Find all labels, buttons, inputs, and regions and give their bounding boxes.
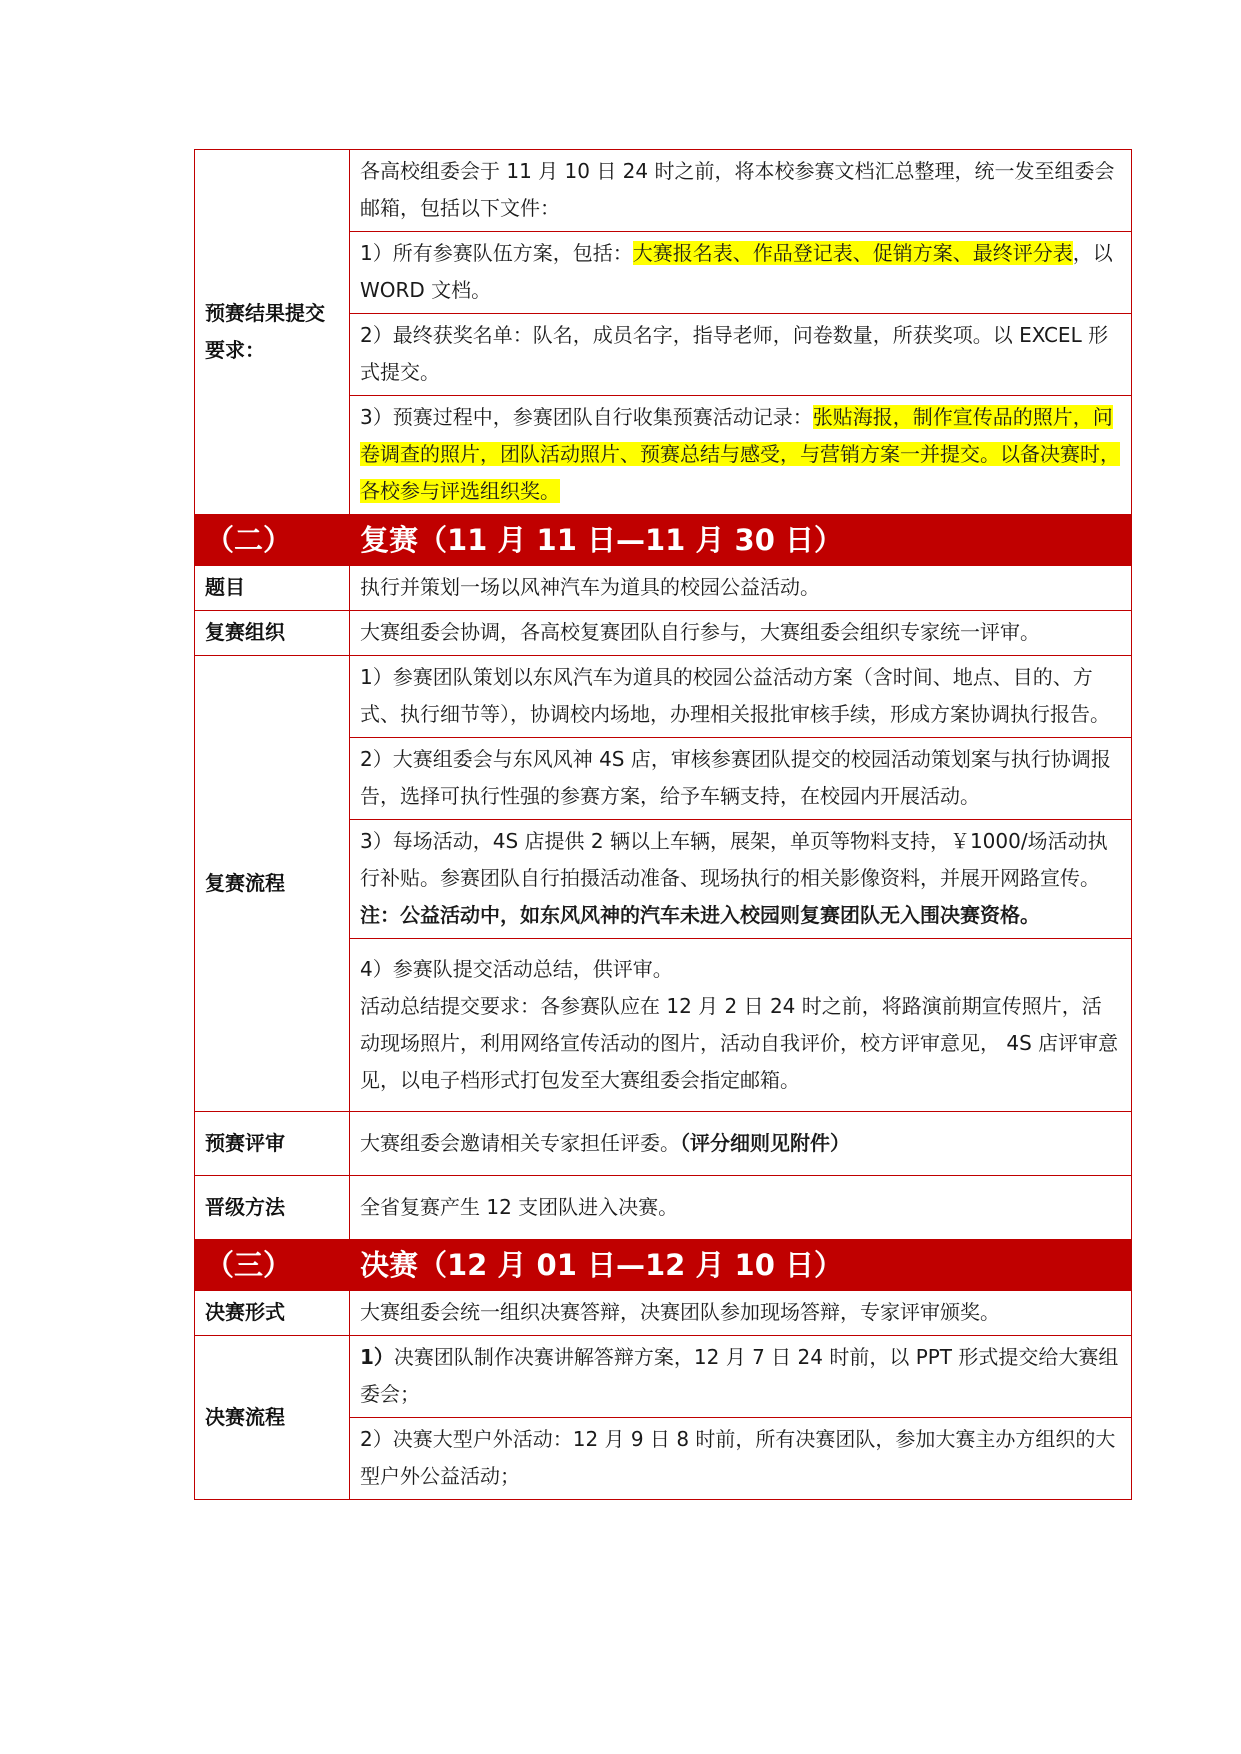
preliminary-label: 预赛结果提交要求： bbox=[195, 150, 350, 515]
section-header-final bbox=[195, 1240, 1132, 1291]
final-flow-2: 2）决赛大型户外活动：12 月 9 日 8 时前，所有决赛团队，参加大赛主办方组织的大型户外公益活动； bbox=[350, 1418, 1132, 1500]
flow-text: 决赛团队制作决赛讲解答辩方案，12 月 7 日 24 时前，以 PPT 形式提交给大赛组委会； bbox=[360, 1345, 1119, 1406]
final-flow-label: 决赛流程 bbox=[195, 1336, 350, 1500]
review-label: 预赛评审 bbox=[195, 1112, 350, 1176]
competition-table bbox=[194, 149, 1132, 1500]
table-row bbox=[195, 1112, 1132, 1176]
section-title: 复赛（11 月 11 日—11 月 30 日） bbox=[350, 515, 1132, 566]
promotion-value: 全省复赛产生 12 支团队进入决赛。 bbox=[350, 1176, 1132, 1240]
final-form-value: 大赛组委会统一组织决赛答辩，决赛团队参加现场答辩，专家评审颁奖。 bbox=[350, 1291, 1132, 1336]
highlighted-text: 张贴海报，制作宣传品的照片，问卷调查的照片，团队活动照片、预赛总结与感受，与营销方案一并提交。以备决赛时，各校参与评选组织奖。 bbox=[360, 405, 1120, 503]
item-text: 3）预赛过程中，参赛团队自行收集预赛活动记录： bbox=[360, 405, 813, 429]
table-row bbox=[195, 1291, 1132, 1336]
flow-text: 3）每场活动，4S 店提供 2 辆以上车辆，展架，单页等物料支持，￥1000/场活动执行补贴。参赛团队自行拍摄活动准备、现场执行的相关影像资料，并展开网路宣传。 bbox=[360, 829, 1108, 890]
table-row bbox=[195, 150, 1132, 232]
final-form-label: 决赛形式 bbox=[195, 1291, 350, 1336]
flow-detail: 活动总结提交要求：各参赛队应在 12 月 2 日 24 时之前，将路演前期宣传照片，活动现场照片，利用网络宣传活动的图片，活动自我评价，校方评审意见， 4S 店评审意见，以电子档形式打包发至大赛组委会指定邮箱。 bbox=[360, 994, 1119, 1092]
promotion-label: 晋级方法 bbox=[195, 1176, 350, 1240]
section-number: （三） bbox=[195, 1240, 350, 1291]
table-row bbox=[195, 1336, 1132, 1418]
table-row bbox=[195, 1176, 1132, 1240]
preliminary-item-2: 2）最终获奖名单：队名，成员名字，指导老师，问卷数量，所获奖项。以 EXCEL 形式提交。 bbox=[350, 314, 1132, 396]
table-row bbox=[195, 611, 1132, 656]
semifinal-flow-label: 复赛流程 bbox=[195, 656, 350, 1112]
topic-value: 执行并策划一场以风神汽车为道具的校园公益活动。 bbox=[350, 566, 1132, 611]
flow-text: 4）参赛队提交活动总结，供评审。 bbox=[360, 957, 673, 981]
item-text: ，以 WORD 文档。 bbox=[360, 241, 1113, 302]
preliminary-intro: 各高校组委会于 11 月 10 日 24 时之前，将本校参赛文档汇总整理，统一发至组委会邮箱，包括以下文件： bbox=[350, 150, 1132, 232]
review-value bbox=[350, 1112, 1132, 1176]
flow-number: 1） bbox=[360, 1345, 394, 1369]
preliminary-item-3 bbox=[350, 396, 1132, 515]
review-note: （评分细则见附件） bbox=[680, 1130, 850, 1155]
section-title: 决赛（12 月 01 日—12 月 10 日） bbox=[350, 1240, 1132, 1291]
item-text: 1）所有参赛队伍方案，包括： bbox=[360, 241, 633, 265]
organization-label: 复赛组织 bbox=[195, 611, 350, 656]
semifinal-flow-2: 2）大赛组委会与东风风神 4S 店，审核参赛团队提交的校园活动策划案与执行协调报告，选择可执行性强的参赛方案，给予车辆支持，在校园内开展活动。 bbox=[350, 738, 1132, 820]
semifinal-flow-3 bbox=[350, 820, 1132, 939]
preliminary-item-1 bbox=[350, 232, 1132, 314]
flow-note: 注：公益活动中，如东风风神的汽车未进入校园则复赛团队无入围决赛资格。 bbox=[360, 903, 1040, 927]
table-row bbox=[195, 656, 1132, 738]
section-header-semifinal bbox=[195, 515, 1132, 566]
review-text: 大赛组委会邀请相关专家担任评委。 bbox=[360, 1130, 680, 1155]
semifinal-flow-1: 1）参赛团队策划以东风汽车为道具的校园公益活动方案（含时间、地点、目的、方式、执行细节等），协调校内场地，办理相关报批审核手续，形成方案协调执行报告。 bbox=[350, 656, 1132, 738]
final-flow-1 bbox=[350, 1336, 1132, 1418]
topic-label: 题目 bbox=[195, 566, 350, 611]
organization-value: 大赛组委会协调，各高校复赛团队自行参与，大赛组委会组织专家统一评审。 bbox=[350, 611, 1132, 656]
highlighted-text: 大赛报名表、作品登记表、促销方案、最终评分表 bbox=[632, 241, 1073, 265]
section-number: （二） bbox=[195, 515, 350, 566]
table-row bbox=[195, 566, 1132, 611]
semifinal-flow-4 bbox=[350, 939, 1132, 1112]
